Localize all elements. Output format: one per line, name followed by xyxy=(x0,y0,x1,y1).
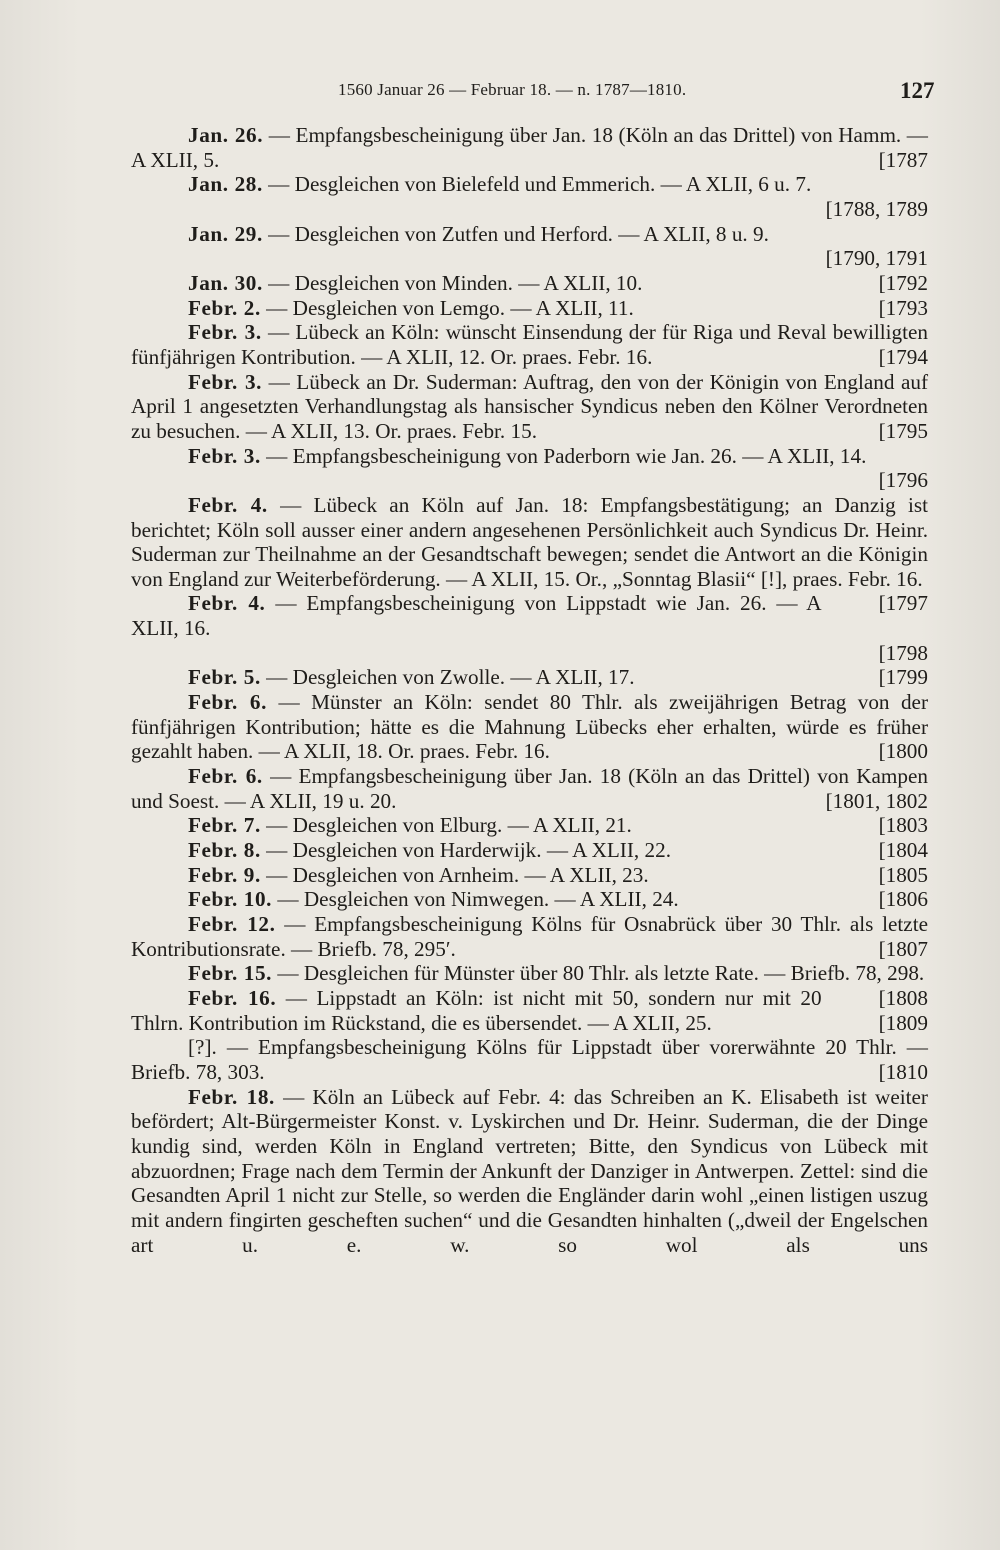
entry-text: — Desgleichen von Elburg. — A XLII, 21. xyxy=(266,813,632,838)
entry-text: [?]. — Empfangsbescheinigung Kölns für Lippstadt über vorerwähnte 20 Thlr. — Briefb. 78, 303. xyxy=(131,1035,928,1084)
entry-text: — Lippstadt an Köln: ist nicht mit 50, sondern nur mit 20 Thlrn. Kontribution im Rückstand, die es übersendet. — A XLII, 25. xyxy=(131,985,822,1035)
entry-text: — Desgleichen von Zutfen und Herford. — A XLII, 8 u. 9. xyxy=(268,221,769,246)
entry-text: — Empfangsbescheinigung Kölns für Osnabrück über 30 Thlr. als letzte Kontributionsrate. — Briefb. 78, 295′. xyxy=(131,912,928,961)
regest-entry xyxy=(131,271,928,296)
entry-number: [1800 xyxy=(878,739,928,764)
entry-number: [1797 xyxy=(878,591,928,616)
entry-text: — Lübeck an Köln: wünscht Einsendung der für Riga und Reval bewilligten fünfjährigen Kontribution. — A XLII, 12. Or. praes. Febr. 16. xyxy=(131,320,929,369)
entry-date: Jan. 30. xyxy=(188,270,263,295)
entry-date: Febr. 7. xyxy=(188,813,261,838)
entry-number: [1803 xyxy=(878,813,928,838)
body-text xyxy=(131,123,928,1257)
regest-entry xyxy=(131,172,928,197)
regest-entry xyxy=(131,665,928,690)
entry-date: Jan. 29. xyxy=(188,221,263,246)
entry-number: [1809 xyxy=(878,1010,928,1035)
entry-text: — Empfangsbescheinigung von Lippstadt wie Jan. 26. — A XLII, 16. xyxy=(131,591,822,641)
entry-text: — Desgleichen von Minden. — A XLII, 10. xyxy=(268,270,643,295)
entry-date: Febr. 12. xyxy=(188,912,276,936)
regest-entry xyxy=(131,912,928,961)
entry-number: [1788, 1789 xyxy=(825,196,928,221)
entry-date: Febr. 9. xyxy=(188,862,261,887)
regest-entry xyxy=(131,764,928,813)
entry-number: [1794 xyxy=(878,344,928,369)
regest-entry xyxy=(131,887,928,912)
entry-date: Febr. 15. xyxy=(188,961,273,986)
entry-text: — Desgleichen von Lemgo. — A XLII, 11. xyxy=(266,295,634,320)
entry-text: — Desgleichen von Zwolle. — A XLII, 17. xyxy=(266,665,635,690)
entry-date: Jan. 26. xyxy=(188,123,264,147)
entry-text: — Köln an Lübeck auf Febr. 4: das Schreiben an K. Elisabeth ist weiter befördert; Alt-Bürgermeister Konst. v. Lyskirchen und Dr. Heinr. Suderman, die der Dinge kundig sind, werden Köln in England vertreten; Bitte, den Syndicus von Lübeck mit abzuordnen; Frage nach dem Termin der Ankunft der Danziger in Antwerpen. Zettel: sind die Gesandten April 1 nicht zur Stelle, so werden die Engländer darin wohl „einen listigen uszug mit andern fingirten gescheften suchen“ und die Gesandten hinhalten („dweil der Engelschen art u. e. w. so wol als uns xyxy=(131,1084,928,1257)
entry-date: Febr. 3. xyxy=(188,443,261,468)
entry-date: Febr. 3. xyxy=(188,320,262,345)
entry-number: [1793 xyxy=(878,295,928,320)
entry-number: [1801, 1802 xyxy=(825,788,928,813)
regest-entry xyxy=(131,1085,928,1258)
entry-number: [1807 xyxy=(878,936,928,961)
entry-date: Jan. 28. xyxy=(188,172,263,197)
entry-number: [1808 xyxy=(878,985,928,1010)
entry-number: [1810 xyxy=(878,1059,928,1084)
entry-text: — Empfangsbescheinigung über Jan. 18 (Köln an das Drittel) von Hamm. — A XLII, 5. xyxy=(131,123,928,172)
entry-date: Febr. 6. xyxy=(188,690,268,715)
entry-text: — Desgleichen von Bielefeld und Emmerich. — A XLII, 6 u. 7. xyxy=(268,172,812,197)
entry-number: [1796 xyxy=(878,468,928,493)
regest-entry xyxy=(131,1035,928,1084)
entry-date: Febr. 5. xyxy=(188,665,261,690)
regest-entry xyxy=(131,320,928,369)
entry-number: [1798 xyxy=(878,640,928,665)
running-head xyxy=(0,78,1000,108)
entry-text: — Desgleichen für Münster über 80 Thlr. als letzte Rate. — Briefb. 78, 298. xyxy=(277,961,925,986)
entry-text: — Empfangsbescheinigung von Paderborn wie Jan. 26. — A XLII, 14. xyxy=(266,443,867,468)
regest-entry xyxy=(131,986,928,1035)
regest-entry xyxy=(131,370,928,444)
regest-entry xyxy=(131,123,928,172)
page-number: 127 xyxy=(900,78,935,103)
entry-number: [1805 xyxy=(878,862,928,887)
entry-date: Febr. 10. xyxy=(188,887,273,912)
entry-number: [1804 xyxy=(878,838,928,863)
entry-number: [1790, 1791 xyxy=(825,246,928,271)
regest-entry xyxy=(131,838,928,863)
entry-number: [1792 xyxy=(878,270,928,295)
entry-text: — Lübeck an Dr. Suderman: Auftrag, den von der Königin von England auf April 1 angesetzten Verhandlungstag als hansischer Syndicus neben den Kölner Verordneten zu besuchen. — A XLII, 13. Or. praes. Febr. 15. xyxy=(131,369,929,443)
entry-text: — Münster an Köln: sendet 80 Thlr. als zweijährigen Betrag von der fünfjährigen Kontribution; hätte es die Mahnung Lübecks eher erhalten, würde es früher gezahlt haben. — A XLII, 18. Or. praes. Febr. 16. xyxy=(131,690,929,764)
entry-date: Febr. 6. xyxy=(188,764,263,789)
entry-date: Febr. 4. xyxy=(188,591,266,616)
entry-number: [1795 xyxy=(878,418,928,443)
entry-date: Febr. 8. xyxy=(188,838,261,863)
entry-date: Febr. 16. xyxy=(188,985,277,1010)
entry-text: — Desgleichen von Arnheim. — A XLII, 23. xyxy=(266,862,649,887)
entry-date: Febr. 18. xyxy=(188,1084,275,1109)
entry-number: [1787 xyxy=(878,147,928,172)
entry-text: — Desgleichen von Nimwegen. — A XLII, 24. xyxy=(277,887,679,912)
entry-text: — Desgleichen von Harderwijk. — A XLII, 22. xyxy=(266,838,671,863)
regest-entry xyxy=(131,222,928,247)
running-title: 1560 Januar 26 — Februar 18. — n. 1787—1810. xyxy=(338,80,687,99)
entry-date: Febr. 2. xyxy=(188,295,261,320)
entry-date: Febr. 4. xyxy=(188,492,268,517)
entry-number: [1806 xyxy=(878,887,928,912)
entry-text: — Lübeck an Köln auf Jan. 18: Empfangsbestätigung; an Danzig ist berichtet; Köln soll ausser einer andern angesehenen Persönlichkeit auch Syndicus Dr. Heinr. Suderman zur Theilnahme an der Gesandtschaft bewegen; sendet die Antwort an die Königin von England zur Weiterbeförderung. — A XLII, 15. Or., „Sonntag Blasii“ [!], praes. Febr. 16. xyxy=(131,492,929,591)
regest-entry xyxy=(131,690,928,764)
regest-entry xyxy=(131,444,928,469)
entry-number: [1799 xyxy=(878,665,928,690)
entry-date: Febr. 3. xyxy=(188,369,263,394)
regest-entry xyxy=(131,813,928,838)
entry-text: — Empfangsbescheinigung über Jan. 18 (Köln an das Drittel) von Kampen und Soest. — A XLII, 19 u. 20. xyxy=(131,764,929,813)
regest-entry xyxy=(131,296,928,321)
regest-entry xyxy=(131,863,928,888)
regest-entry xyxy=(131,591,928,640)
